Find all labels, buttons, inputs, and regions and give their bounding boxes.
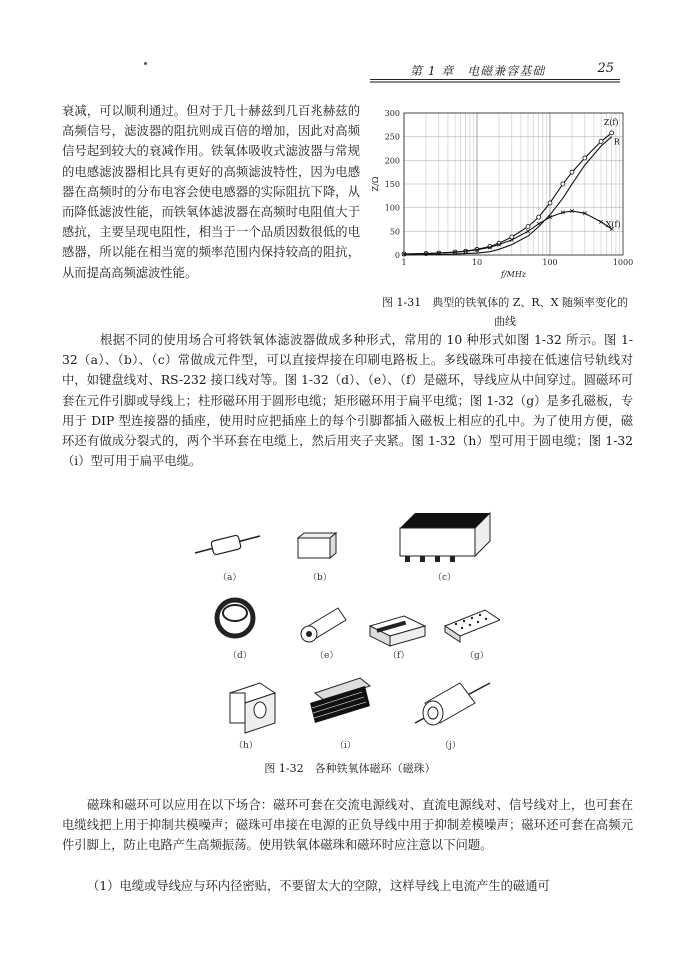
data-point <box>570 170 574 174</box>
x-tick-label: 1000 <box>612 258 634 267</box>
sublabel-b: （b） <box>308 573 332 583</box>
paragraph-3: 磁珠和磁环可以应用在以下场合：磁环可套在交流电源线对、直流电源线对、信号线对上，也可套在电缆线把上用于抑制共模噪声；磁珠可串接在电源的正负导线中用于抑制差模噪声；磁环还可套在高频元件引脚上，防止电路产生高频振荡。使用铁氧体磁珠和磁环时应注意以下问题。 <box>62 798 633 853</box>
figure-1-32 <box>190 508 500 753</box>
multi-hole-plate-g-icon <box>445 610 500 642</box>
header-rule <box>370 79 620 80</box>
series-label: R <box>613 137 620 147</box>
ferrite-shapes-illustration <box>190 508 500 753</box>
sublabel-d: （d） <box>228 651 252 661</box>
series-line-r <box>404 137 612 255</box>
sublabel-c: （c） <box>433 573 457 583</box>
series-label: X(f) <box>605 219 621 229</box>
y-tick-label: 0 <box>394 251 400 260</box>
running-header <box>370 62 620 80</box>
chapter-title: 第 1 章 电磁兼容基础 <box>410 64 546 78</box>
series-line-xf <box>404 211 612 254</box>
flat-cable-core-i-icon <box>310 678 370 723</box>
scan-mark <box>144 62 147 65</box>
data-point <box>537 215 541 219</box>
data-point <box>610 131 614 135</box>
figure-1-31-caption: 图 1-31 典型的铁氧体的 Z、R、X 随频率变化的曲线 <box>382 296 628 328</box>
x-tick-label: 1 <box>401 258 407 267</box>
paragraph-4: （1）电缆或导线应与环内径密贴，不要留太大的空隙，这样导线上电流产生的磁通可 <box>87 879 550 893</box>
chip-bead-b-icon <box>298 533 336 558</box>
sublabel-i: （i） <box>335 741 356 751</box>
data-point <box>583 156 587 160</box>
multiline-bead-c-icon <box>400 513 490 562</box>
cylinder-core-e-icon <box>301 608 346 642</box>
series-line-zf <box>404 133 612 254</box>
data-point <box>526 225 530 229</box>
header-bar <box>370 81 620 83</box>
series-label: Z(f) <box>603 117 619 127</box>
y-tick-label: 200 <box>384 156 400 166</box>
data-point <box>599 139 603 143</box>
y-axis-label: Z/Ω <box>371 176 380 192</box>
sublabel-j: （j） <box>440 741 461 751</box>
figure-1-31 <box>368 105 636 290</box>
x-tick-label: 10 <box>471 258 483 267</box>
data-point <box>561 182 565 186</box>
split-core-h-icon <box>230 683 275 733</box>
y-tick-label: 100 <box>384 203 400 213</box>
chart-ticks <box>385 109 633 267</box>
rectangular-core-f-icon <box>370 616 425 646</box>
impedance-chart <box>368 105 636 290</box>
sublabel-a: （a） <box>218 573 242 583</box>
y-tick-label: 150 <box>384 180 400 189</box>
split-cylinder-j-icon <box>415 683 490 725</box>
ferrite-bead-a-icon <box>195 535 260 555</box>
chart-series <box>402 131 614 256</box>
toroid-d-icon <box>217 600 253 636</box>
figure-1-32-caption: 图 1-32 各种铁氧体磁环（磁珠） <box>264 762 436 775</box>
sublabel-f: （f） <box>388 651 410 661</box>
paragraph-1: 衰减，可以顺利通过。但对于几十赫兹到几百兆赫兹的高频信号，滤波器的阻抗则成百倍的增加，因此对高频信号起到较大的衰减作用。铁氧体吸收式滤波器与常规的电感滤波器相比具有更好的高频滤波特性，因为电感器在高频时的分布电容会使电感器的实际阻抗下降，从而降低滤波性能，而铁氧体滤波器在高频时电阻值大于感抗，主要呈现电阻性，相当于一个品质因数很低的电感器，所以能在相当宽的频率范围内保持较高的阻抗，从而提高高频滤波性能。 <box>62 104 360 280</box>
y-tick-label: 300 <box>384 109 400 118</box>
data-point <box>548 201 552 205</box>
x-axis-label: f/MHz <box>500 270 527 279</box>
page-number: 25 <box>597 61 614 76</box>
x-tick-label: 100 <box>542 258 558 267</box>
sublabel-e: （e） <box>315 651 339 661</box>
paragraph-2: 根据不同的使用场合可将铁氧体滤波器做成多种形式，常用的 10 种形式如图 1-32 所示。图 1-32（a）、（b）、（c）常做成元件型，可以直接焊接在印刷电路板上。多线磁珠可串接在低速信号轨线对中，如键盘线对、RS-232 接口线对等。图 1-32（d）、（e）、（f）是磁环，导线应从中间穿过。圆磁环可套在元件引脚或导线上；柱形磁环用于圆形电缆；矩形磁环用于扁平电缆；图 1-32（g）是多孔磁板，专用于 DIP 型连接器的插座，使用时应把插座上的每个引脚都插入磁板上相应的孔中。为了使用方便，磁环还有做成分裂式的，两个半环套在电缆上，然后用夹子夹紧。图 1-32（h）型可用于圆电缆；图 1-32（i）型可用于扁平电缆。 <box>62 333 633 469</box>
sublabel-h: （h） <box>234 741 258 751</box>
y-tick-label: 50 <box>389 227 400 237</box>
sublabel-g: （g） <box>465 651 489 661</box>
y-tick-label: 250 <box>384 132 400 142</box>
chart-grid <box>404 113 623 255</box>
